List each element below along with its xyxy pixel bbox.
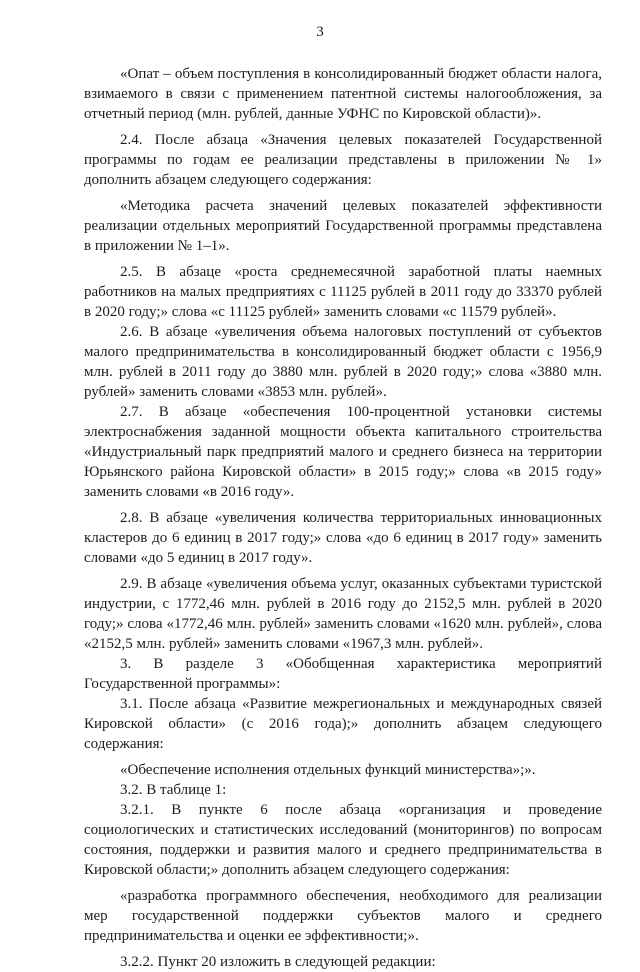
paragraph-3-2-1-insert: «разработка программного обеспечения, необходимого для реализации мер государственной поддержки субъектов малого и среднего предпринимательства и оценки ее эффективности;». (84, 888, 602, 944)
page-number: 3 (316, 24, 324, 40)
paragraph-2-4-insert: «Методика расчета значений целевых показателей эффективности реализации отдельных мероприятий Государственной программы представлена в приложении № 1–1». (84, 198, 602, 254)
paragraph-3-2-1: 3.2.1. В пункте 6 после абзаца «организация и проведение социологических и статистических исследований (мониторингов) по вопросам состояния, поддержки и развития малого и среднего предпринимательства в Кировской области;» дополнить абзацем следующего содержания: (84, 802, 602, 878)
paragraph-3-1: 3.1. После абзаца «Развитие межрегиональных и международных связей Кировской области» (с 2016 года);» дополнить абзацем следующего содержания: (84, 696, 602, 752)
paragraph-2-6: 2.6. В абзаце «увеличения объема налоговых поступлений от субъектов малого предпринимательства в консолидированный бюджет области с 1956,9 млн. рублей в 2011 году до 3880 млн. рублей в 2020 году;» слова «3880 млн. рублей» заменить словами «3853 млн. рублей». (84, 324, 602, 400)
paragraph-3-1-insert: «Обеспечение исполнения отдельных функций министерства»;». (120, 762, 536, 778)
paragraph-3-2-2: 3.2.2. Пункт 20 изложить в следующей редакции: (120, 954, 436, 970)
paragraph-2-8: 2.8. В абзаце «увеличения количества территориальных инновационных кластеров до 6 единиц в 2017 году;» слова «до 6 единиц в 2017 году» заменить словами «до 5 единиц в 2017 году». (84, 510, 602, 566)
paragraph-2-5: 2.5. В абзаце «роста среднемесячной заработной платы наемных работников на малых предприятиях с 11125 рублей в 2011 году до 33370 рублей в 2020 году;» слова «с 11125 рублей» заменить словами «с 11579 рублей». (84, 264, 602, 320)
paragraph-opat-definition: «Опат – объем поступления в консолидированный бюджет области налога, взимаемого в связи с применением патентной системы налогообложения, за отчетный период (млн. рублей, данные УФНС по Кировской области)». (84, 66, 602, 122)
paragraph-2-7: 2.7. В абзаце «обеспечения 100-процентной установки системы электроснабжения заданной мощности объекта капитального строительства «Индустриальный парк предприятий малого и среднего бизнеса на территории Юрьянского района Кировской области» в 2015 году;» слова «в 2015 году» заменить словами «в 2016 году». (84, 404, 602, 500)
document-body (84, 64, 602, 972)
paragraph-3-2: 3.2. В таблице 1: (120, 782, 227, 798)
paragraph-3: 3. В разделе 3 «Обобщенная характеристика мероприятий Государственной программы»: (84, 656, 602, 692)
paragraph-2-4: 2.4. После абзаца «Значения целевых показателей Государственной программы по годам ее реализации представлены в приложении № 1» дополнить абзацем следующего содержания: (84, 132, 602, 188)
paragraph-2-9: 2.9. В абзаце «увеличения объема услуг, оказанных субъектами туристской индустрии, с 1772,46 млн. рублей в 2016 году до 2152,5 млн. рублей в 2020 году;» слова «1772,46 млн. рублей» заменить словами «1620 млн. рублей», слова «2152,5 млн. рублей» заменить словами «1967,3 млн. рублей». (84, 576, 602, 652)
